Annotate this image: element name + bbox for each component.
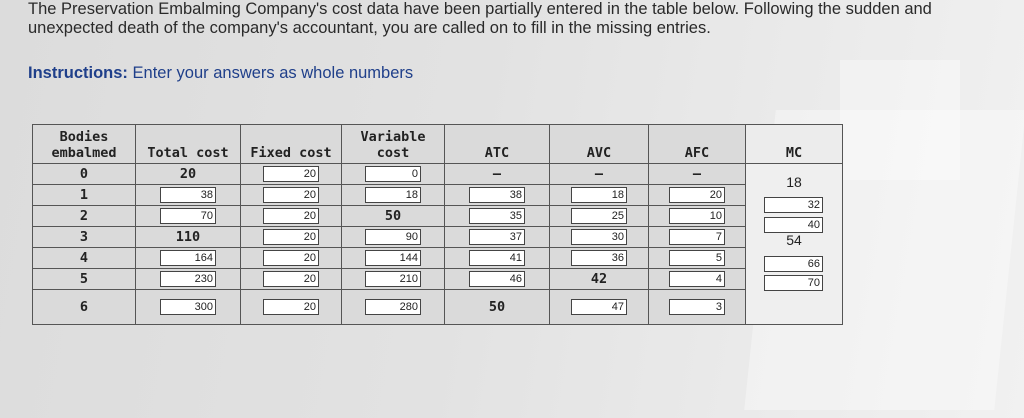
mc-input[interactable]: 32	[764, 197, 823, 213]
avc-cell	[550, 206, 649, 227]
cost-table	[32, 124, 843, 325]
variable-cost-cell	[342, 290, 445, 325]
avc-cell	[550, 227, 649, 248]
afc-cell	[649, 248, 746, 269]
bodies-cell: 5	[33, 269, 136, 290]
fixed-cost-input[interactable]: 20	[263, 166, 319, 182]
total-cost-value: 110	[136, 227, 241, 248]
bodies-cell: 6	[33, 290, 136, 325]
bodies-cell: 0	[33, 164, 136, 185]
variable-cost-input[interactable]: 280	[365, 299, 421, 315]
table-row	[33, 185, 843, 206]
afc-cell	[649, 269, 746, 290]
variable-cost-cell	[342, 164, 445, 185]
variable-cost-cell	[342, 227, 445, 248]
atc-cell	[445, 269, 550, 290]
header-variable-cost-line2: cost	[376, 145, 410, 161]
avc-cell	[550, 185, 649, 206]
fixed-cost-cell	[241, 164, 342, 185]
total-cost-input[interactable]: 38	[160, 187, 216, 203]
header-atc: ATC	[445, 125, 550, 164]
atc-cell	[445, 227, 550, 248]
header-bodies-line2: embalmed	[51, 145, 117, 161]
variable-cost-input[interactable]: 18	[365, 187, 421, 203]
avc-cell	[550, 248, 649, 269]
mc-value: 54	[786, 232, 802, 248]
avc-input[interactable]: 18	[571, 187, 627, 203]
afc-cell	[649, 290, 746, 325]
bodies-cell: 2	[33, 206, 136, 227]
fixed-cost-cell	[241, 269, 342, 290]
problem-prompt: The Preservation Embalming Company's cost data have been partially entered in the table below. Following the sudden and unexpected death of the company's accountant, you are called on to fill in the missing entries.	[28, 0, 932, 37]
total-cost-input[interactable]: 230	[160, 271, 216, 287]
variable-cost-cell	[342, 248, 445, 269]
fixed-cost-cell	[241, 290, 342, 325]
atc-input[interactable]: 35	[469, 208, 525, 224]
variable-cost-input[interactable]: 0	[365, 166, 421, 182]
avc-value: 42	[550, 269, 649, 290]
fixed-cost-input[interactable]: 20	[263, 187, 319, 203]
atc-input[interactable]: 41	[469, 250, 525, 266]
total-cost-cell	[136, 269, 241, 290]
mc-input[interactable]: 40	[764, 217, 823, 233]
mc-value: 18	[786, 174, 802, 190]
avc-input[interactable]: 30	[571, 229, 627, 245]
variable-cost-value: 50	[342, 206, 445, 227]
afc-cell	[649, 206, 746, 227]
atc-cell	[445, 206, 550, 227]
afc-input[interactable]: 5	[669, 250, 725, 266]
atc-value: –	[445, 164, 550, 185]
header-afc: AFC	[649, 125, 746, 164]
header-variable-cost-line1: Variable	[360, 129, 426, 145]
variable-cost-input[interactable]: 144	[365, 250, 421, 266]
table-row	[33, 269, 843, 290]
afc-value: –	[649, 164, 746, 185]
total-cost-cell	[136, 290, 241, 325]
afc-input[interactable]: 4	[669, 271, 725, 287]
atc-value: 50	[445, 290, 550, 325]
table-row	[33, 290, 843, 325]
table-row	[33, 248, 843, 269]
afc-input[interactable]: 20	[669, 187, 725, 203]
instructions-text: Enter your answers as whole numbers	[132, 64, 414, 82]
fixed-cost-cell	[241, 185, 342, 206]
mc-input[interactable]: 66	[764, 256, 823, 272]
total-cost-cell	[136, 206, 241, 227]
total-cost-input[interactable]: 70	[160, 208, 216, 224]
header-mc: MC	[746, 125, 843, 164]
bodies-cell: 3	[33, 227, 136, 248]
instructions	[28, 64, 413, 83]
table-row	[33, 164, 843, 185]
table-row	[33, 227, 843, 248]
atc-cell	[445, 185, 550, 206]
avc-cell	[550, 290, 649, 325]
avc-value: –	[550, 164, 649, 185]
afc-input[interactable]: 3	[669, 299, 725, 315]
total-cost-cell	[136, 248, 241, 269]
variable-cost-cell	[342, 269, 445, 290]
afc-cell	[649, 185, 746, 206]
avc-input[interactable]: 36	[571, 250, 627, 266]
total-cost-cell	[136, 185, 241, 206]
atc-cell	[445, 248, 550, 269]
avc-input[interactable]: 47	[571, 299, 627, 315]
variable-cost-input[interactable]: 90	[365, 229, 421, 245]
variable-cost-cell	[342, 185, 445, 206]
fixed-cost-input[interactable]: 20	[263, 271, 319, 287]
afc-cell	[649, 227, 746, 248]
header-row	[33, 125, 843, 164]
total-cost-input[interactable]: 164	[160, 250, 216, 266]
fixed-cost-cell	[241, 248, 342, 269]
total-cost-input[interactable]: 300	[160, 299, 216, 315]
header-bodies	[33, 125, 136, 164]
header-variable-cost	[342, 125, 445, 164]
variable-cost-input[interactable]: 210	[365, 271, 421, 287]
fixed-cost-cell	[241, 227, 342, 248]
fixed-cost-input[interactable]: 20	[263, 208, 319, 224]
afc-input[interactable]: 7	[669, 229, 725, 245]
window-glare	[840, 60, 960, 180]
fixed-cost-cell	[241, 206, 342, 227]
header-fixed-cost: Fixed cost	[241, 125, 342, 164]
mc-input[interactable]: 70	[764, 275, 823, 291]
atc-input[interactable]: 37	[469, 229, 525, 245]
header-total-cost: Total cost	[136, 125, 241, 164]
table-row	[33, 206, 843, 227]
atc-input[interactable]: 38	[469, 187, 525, 203]
avc-input[interactable]: 25	[571, 208, 627, 224]
total-cost-value: 20	[136, 164, 241, 185]
header-avc: AVC	[550, 125, 649, 164]
mc-column	[746, 164, 843, 325]
fixed-cost-input[interactable]: 20	[263, 229, 319, 245]
bodies-cell: 1	[33, 185, 136, 206]
fixed-cost-input[interactable]: 20	[263, 250, 319, 266]
afc-input[interactable]: 10	[669, 208, 725, 224]
bodies-cell: 4	[33, 248, 136, 269]
fixed-cost-input[interactable]: 20	[263, 299, 319, 315]
atc-input[interactable]: 46	[469, 271, 525, 287]
header-bodies-line1: Bodies	[59, 129, 109, 145]
instructions-label: Instructions:	[28, 64, 128, 82]
